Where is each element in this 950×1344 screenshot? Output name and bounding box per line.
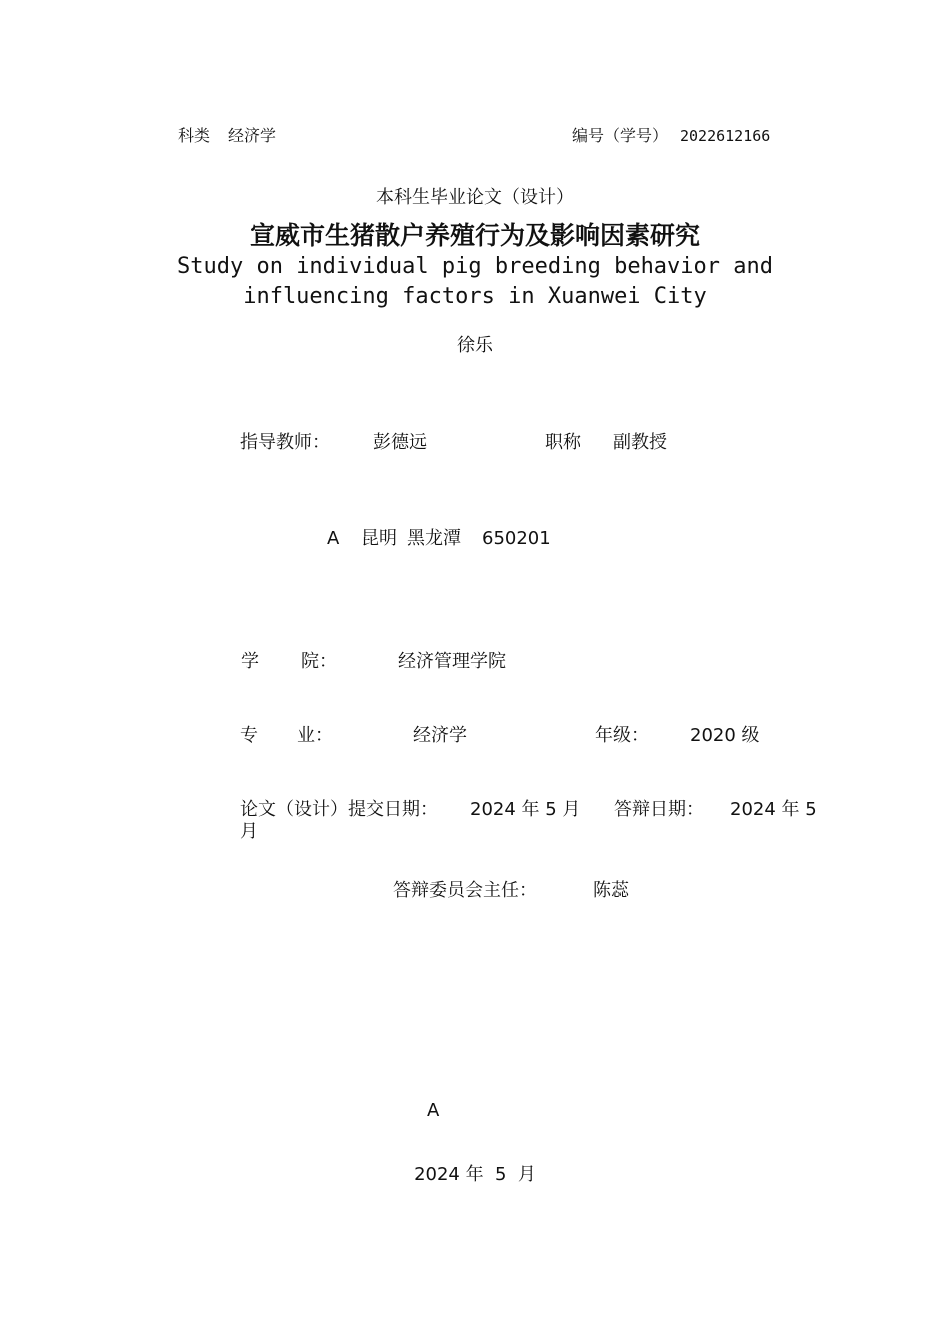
grade-label: 年级： [595, 725, 649, 746]
major-label-2: 业： [297, 725, 333, 746]
committee-chair-label: 答辩委员会主任： [393, 880, 537, 901]
committee-chair-name: 陈蕊 [593, 880, 629, 901]
advisor-title-value: 副教授 [613, 432, 667, 453]
advisor-title-label: 职称 [545, 432, 581, 453]
college-label-1: 学 [241, 651, 259, 672]
address-district: 黑龙潭 [407, 528, 461, 549]
address-city: 昆明 [361, 528, 397, 549]
major-label-1: 专 [240, 725, 258, 746]
title-english-line-1: Study on individual pig breeding behavior and [176, 254, 774, 279]
defense-date-value: 2024 年 5 [730, 799, 817, 820]
advisor-name: 彭德远 [373, 432, 427, 453]
author-name: 徐乐 [457, 335, 493, 356]
footer-mark: A [427, 1100, 440, 1121]
title-english-line-2: influencing factors in Xuanwei City [243, 284, 707, 309]
category-value: 经济学 [228, 126, 277, 145]
title-chinese: 宣威市生猪散户养殖行为及影响因素研究 [249, 221, 700, 250]
college-label-2: 院： [301, 651, 337, 672]
student-id-label: 编号（学号） [572, 126, 669, 145]
grade-value: 2020 级 [690, 725, 760, 746]
document-type: 本科生毕业论文（设计） [376, 187, 574, 208]
advisor-label: 指导教师： [240, 432, 330, 453]
address-mark: A [327, 528, 340, 549]
address-postcode: 650201 [482, 528, 551, 549]
college-value: 经济管理学院 [398, 651, 506, 672]
defense-date-value-continued: 月 [240, 821, 258, 842]
submit-date-label: 论文（设计）提交日期： [240, 799, 438, 820]
footer-date: 2024 年 5 月 [414, 1164, 536, 1185]
student-id-value: 2022612166 [680, 127, 771, 145]
category-label: 科类 [178, 126, 211, 145]
major-value: 经济学 [413, 725, 467, 746]
defense-date-label: 答辩日期： [614, 799, 704, 820]
submit-date-value: 2024 年 5 月 [470, 799, 581, 820]
